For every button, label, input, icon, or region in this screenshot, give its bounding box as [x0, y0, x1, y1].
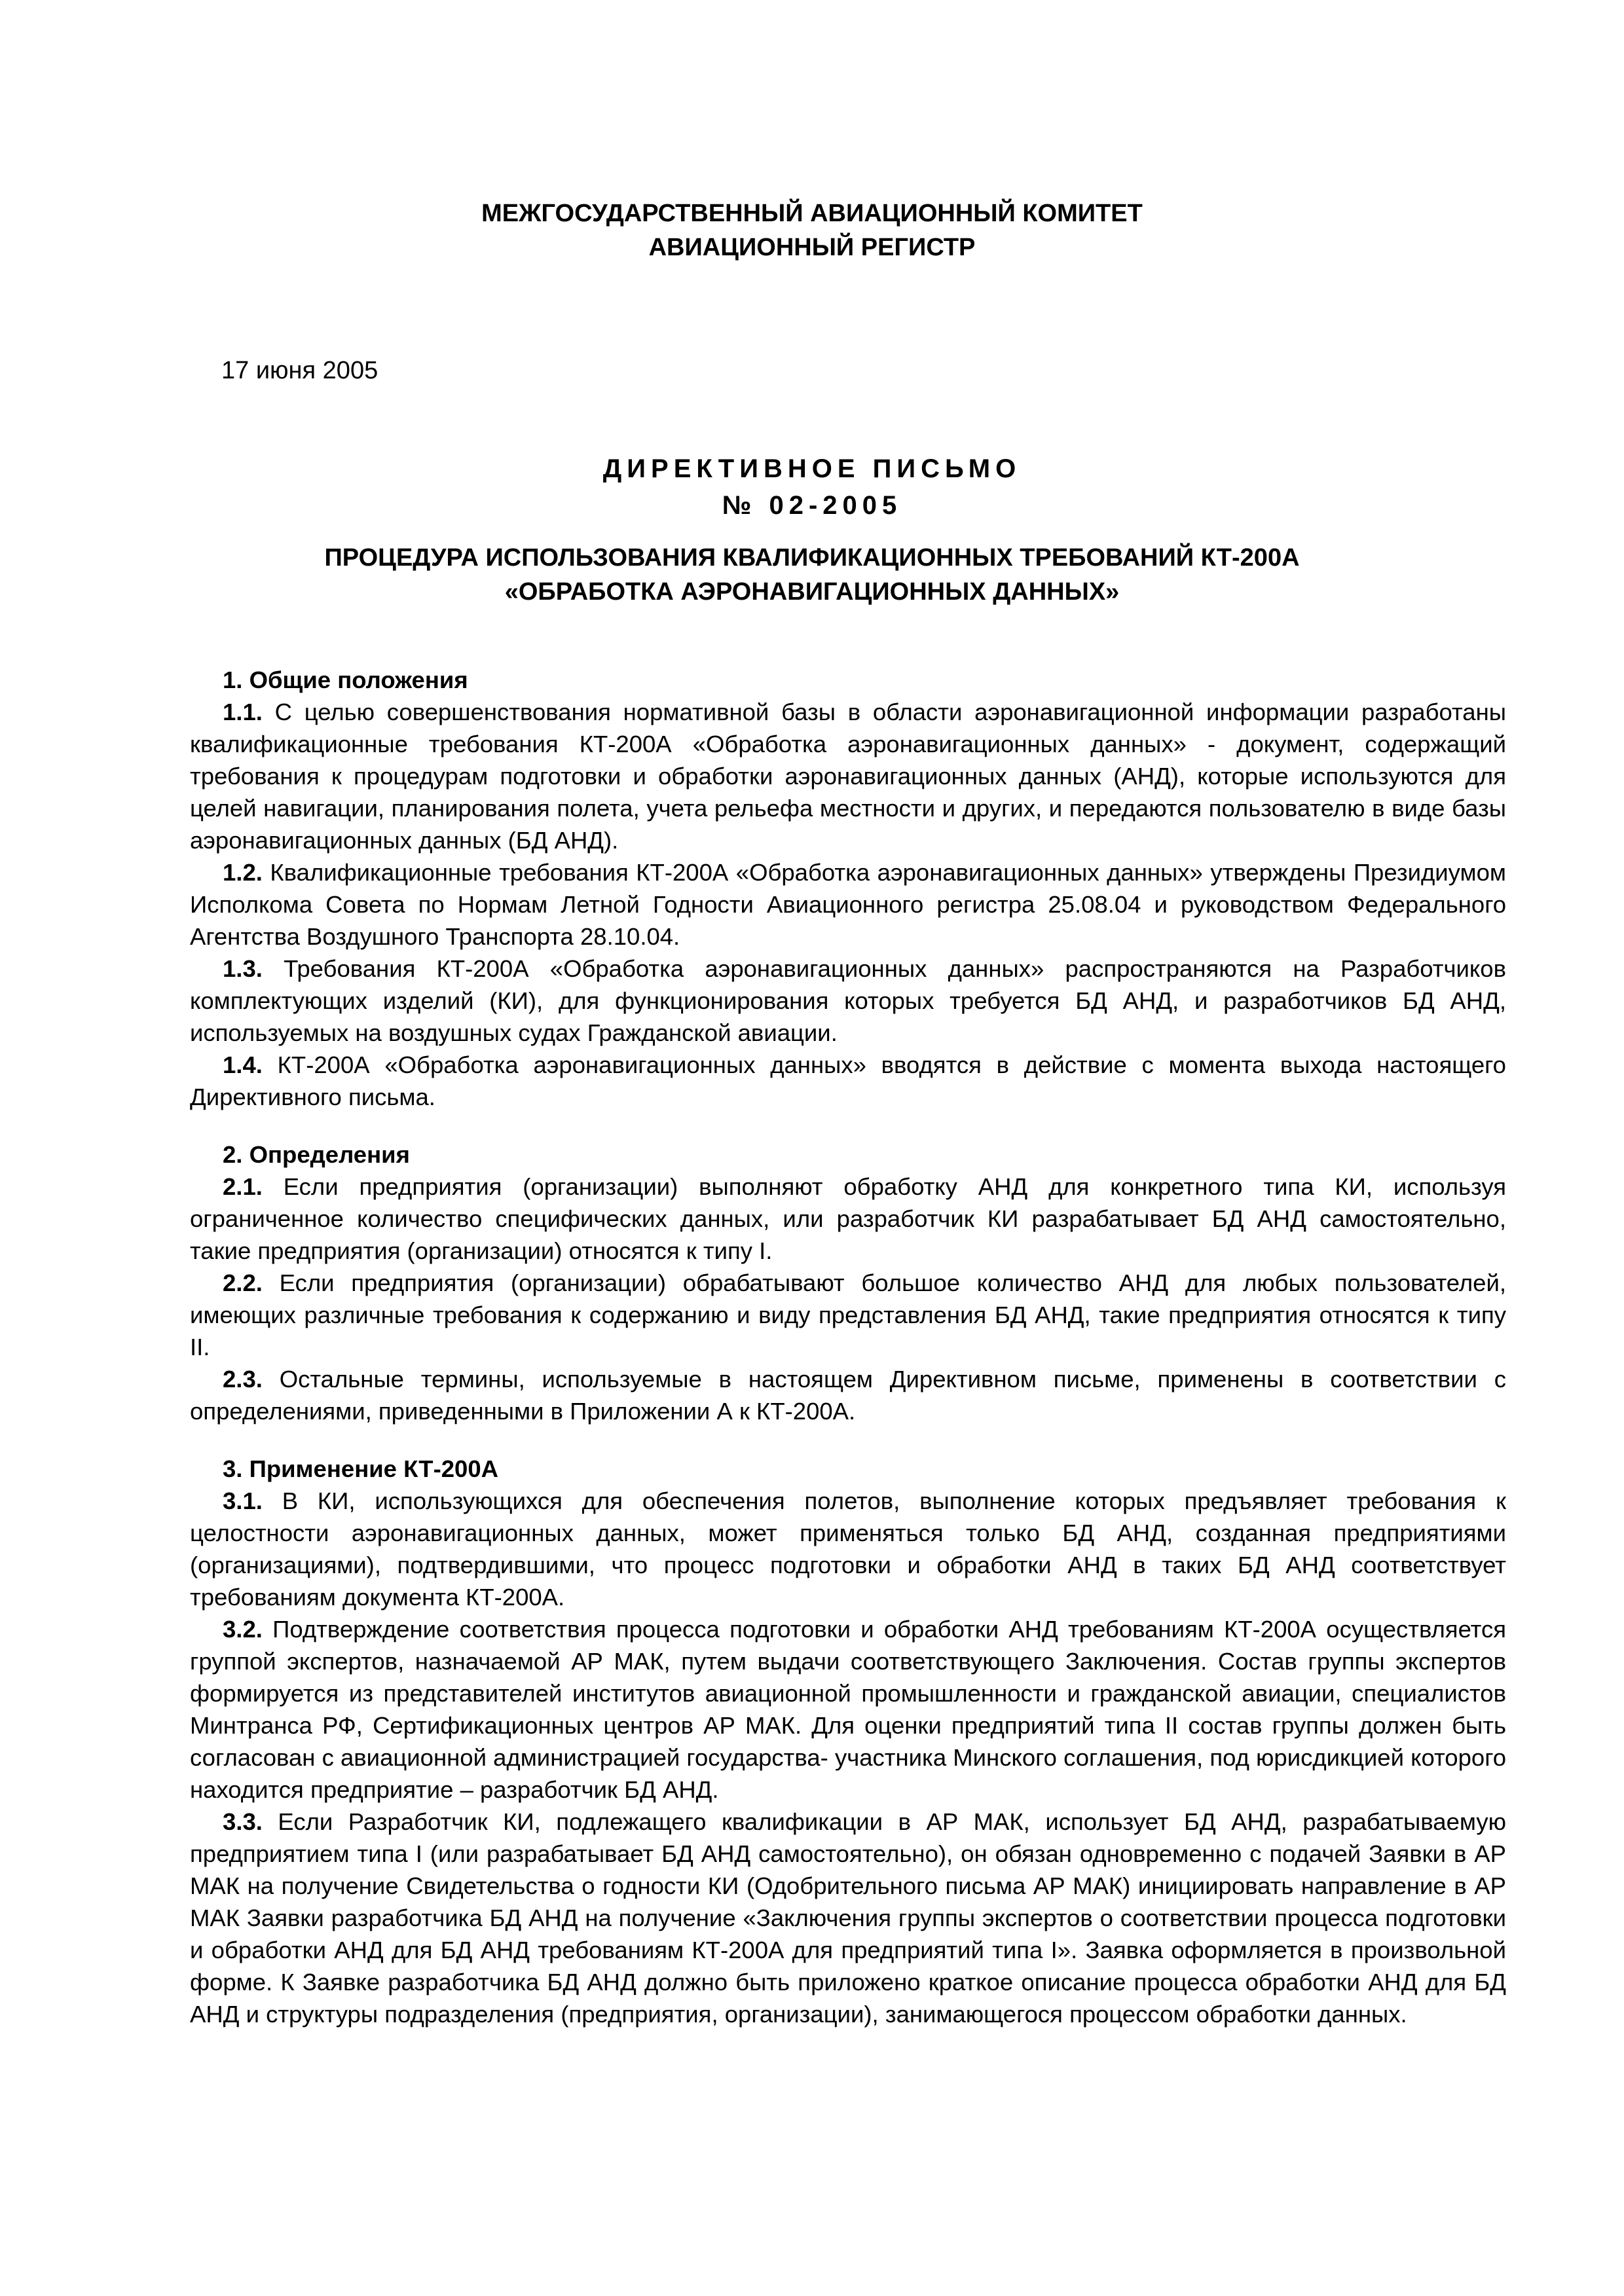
paragraph-number: 2.3.	[223, 1366, 263, 1393]
paragraph-3-2	[190, 1613, 1506, 1806]
paragraph-text: Если Разработчик КИ, подлежащего квалификации в АР МАК, использует БД АНД, разрабатываемую предприятием типа I (или разрабатывает БД АНД самостоятельно), он обязан одновременно с подачей Заявки в АР МАК на получение Свидетельства о годности КИ (Одобрительного письма АР МАК) инициировать направление в АР МАК Заявки разработчика БД АНД на получение «Заключения группы экспертов о соответствии процесса подготовки и обработки АНД для БД АНД требованиям КТ-200А для предприятий типа I». Заявка оформляется в произвольной форме. К Заявке разработчика БД АНД должно быть приложено краткое описание процесса обработки АНД для БД АНД и структуры подразделения (предприятия, организации), занимающегося процессом обработки данных.	[190, 1808, 1506, 2028]
section-general	[190, 664, 1506, 1113]
paragraph-text: Квалификационные требования КТ-200А «Обработка аэронавигационных данных» утверждены Президиумом Исполкома Совета по Нормам Летной Годности Авиационного регистра 25.08.04 и руководством Федерального Агентства Воздушного Транспорта 28.10.04.	[190, 859, 1506, 950]
document-title	[0, 541, 1624, 609]
paragraph-2-2	[190, 1267, 1506, 1363]
organization-header	[0, 196, 1624, 264]
paragraph-number: 1.3.	[223, 955, 263, 982]
document-title-line-1: ПРОЦЕДУРА ИСПОЛЬЗОВАНИЯ КВАЛИФИКАЦИОННЫХ ТРЕБОВАНИЙ КТ-200А	[324, 544, 1300, 572]
paragraph-text: В КИ, использующихся для обеспечения полетов, выполнение которых предъявляет требования к целостности аэронавигационных данных, может применяться только БД АНД, созданная предприятиями (организациями), подтвердившими, что процесс подготовки и обработки АНД в таких БД АНД соответствует требованиям документа КТ-200А.	[190, 1487, 1506, 1611]
paragraph-1-1	[190, 696, 1506, 856]
paragraph-text: Если предприятия (организации) обрабатывают большое количество АНД для любых пользователей, имеющих различные требования к содержанию и виду представления БД АНД, такие предприятия относятся к типу II.	[190, 1269, 1506, 1360]
paragraph-number: 2.2.	[223, 1269, 263, 1296]
paragraph-number: 1.4.	[223, 1051, 263, 1078]
paragraph-number: 3.2.	[223, 1616, 263, 1643]
organization-department: АВИАЦИОННЫЙ РЕГИСТР	[648, 234, 976, 261]
document-title-line-2: «ОБРАБОТКА АЭРОНАВИГАЦИОННЫХ ДАННЫХ»	[504, 578, 1120, 606]
paragraph-1-3	[190, 953, 1506, 1049]
paragraph-3-1	[190, 1485, 1506, 1613]
paragraph-number: 1.1.	[223, 699, 263, 725]
paragraph-text: Требования КТ-200А «Обработка аэронавигационных данных» распространяются на Разработчиков комплектующих изделий (КИ), для функционирования которых требуется БД АНД, и разработчиков БД АНД, используемых на воздушных судах Гражданской авиации.	[190, 955, 1506, 1046]
paragraph-1-4	[190, 1049, 1506, 1113]
section-definitions	[190, 1139, 1506, 1427]
paragraph-text: Подтверждение соответствия процесса подготовки и обработки АНД требованиям КТ-200А осуществляется группой экспертов, назначаемой АР МАК, путем выдачи соответствующего Заключения. Состав группы экспертов формируется из представителей институтов авиационной промышленности и гражданской авиации, специалистов Минтранса РФ, Сертификационных центров АР МАК. Для оценки предприятий типа II состав группы должен быть согласован с авиационной администрацией государства- участника Минского соглашения, под юрисдикцией которого находится предприятие – разработчик БД АНД.	[190, 1616, 1507, 1803]
section-heading: 3. Применение КТ-200А	[223, 1455, 499, 1482]
paragraph-1-2	[190, 856, 1506, 953]
document-date: 17 июня 2005	[221, 357, 378, 384]
paragraph-2-1	[190, 1171, 1506, 1267]
document-number: № 02-2005	[722, 491, 902, 520]
paragraph-text: Если предприятия (организации) выполняют обработку АНД для конкретного типа КИ, используя ограниченное количество специфических данных, или разработчик КИ разрабатывает БД АНД самостоятельно, такие предприятия (организации) относятся к типу I.	[190, 1173, 1506, 1264]
document-body	[190, 664, 1506, 2056]
paragraph-number: 2.1.	[223, 1173, 263, 1200]
document-type-block	[0, 450, 1624, 524]
paragraph-text: КТ-200А «Обработка аэронавигационных данных» вводятся в действие с момента выхода настоящего Директивного письма.	[190, 1051, 1506, 1110]
section-heading: 1. Общие положения	[223, 666, 468, 693]
document-type: ДИРЕКТИВНОЕ ПИСЬМО	[602, 454, 1022, 483]
paragraph-text: С целью совершенствования нормативной базы в области аэронавигационной информации разработаны квалификационные требования КТ-200А «Обработка аэронавигационных данных» - документ, содержащий требования к процедурам подготовки и обработки аэронавигационных данных (АНД), которые используются для целей навигации, планирования полета, учета рельефа местности и других, и передаются пользователю в виде базы аэронавигационных данных (БД АНД).	[190, 699, 1506, 854]
paragraph-number: 3.3.	[223, 1808, 263, 1835]
paragraph-text: Остальные термины, используемые в настоящем Директивном письме, применены в соответствии с определениями, приведенными в Приложении А к КТ-200А.	[190, 1366, 1506, 1425]
paragraph-2-3	[190, 1363, 1506, 1427]
paragraph-number: 1.2.	[223, 859, 263, 886]
organization-name: МЕЖГОСУДАРСТВЕННЫЙ АВИАЦИОННЫЙ КОМИТЕТ	[481, 200, 1143, 227]
section-application	[190, 1453, 1506, 2030]
section-heading: 2. Определения	[223, 1141, 410, 1168]
paragraph-number: 3.1.	[223, 1487, 263, 1514]
paragraph-3-3	[190, 1806, 1506, 2030]
